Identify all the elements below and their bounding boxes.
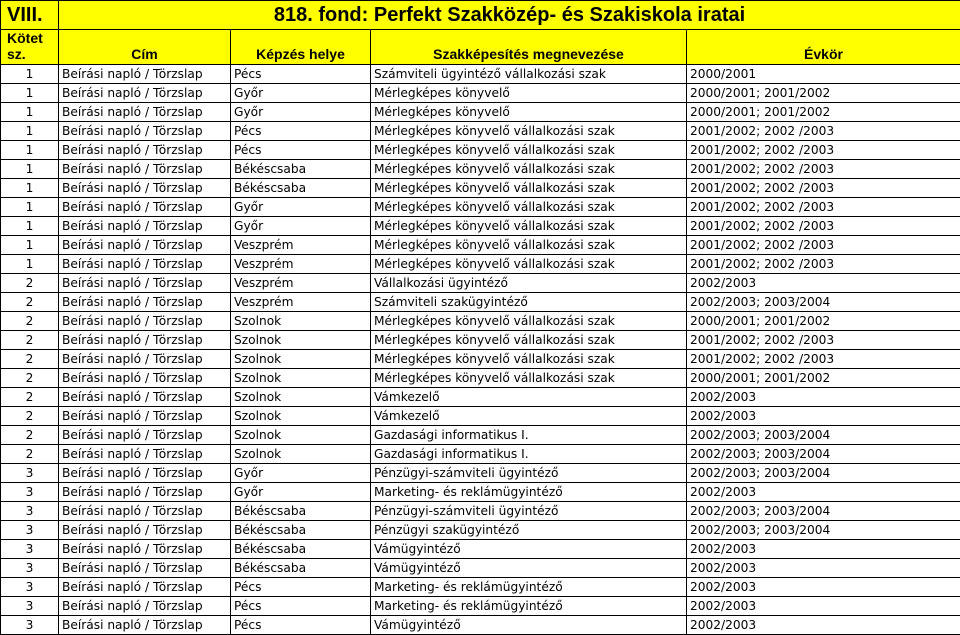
table-row: [1, 350, 960, 369]
cell-kepzes-helye[interactable]: Győr: [231, 103, 371, 122]
cell-szakkepesites[interactable]: Vámügyintéző: [371, 616, 687, 635]
table-row: [1, 103, 960, 122]
cell-cim[interactable]: Beírási napló / Törzslap: [59, 103, 231, 122]
cell-cim[interactable]: Beírási napló / Törzslap: [59, 502, 231, 521]
cell-kepzes-helye[interactable]: Győr: [231, 483, 371, 502]
cell-kepzes-helye[interactable]: Győr: [231, 464, 371, 483]
table-row: [1, 616, 960, 635]
cell-kepzes-helye[interactable]: Szolnok: [231, 369, 371, 388]
cell-szakkepesites[interactable]: Mérlegképes könyvelő: [371, 103, 687, 122]
cell-kotet[interactable]: 1: [1, 179, 59, 198]
column-header-row: [1, 30, 960, 65]
cell-kepzes-helye[interactable]: Pécs: [231, 597, 371, 616]
cell-cim[interactable]: Beírási napló / Törzslap: [59, 122, 231, 141]
cell-evkor[interactable]: 2001/2002; 2002 /2003: [687, 198, 960, 217]
cell-szakkepesites[interactable]: Marketing- és reklámügyintéző: [371, 578, 687, 597]
cell-kotet[interactable]: 1: [1, 217, 59, 236]
cell-cim[interactable]: Beírási napló / Törzslap: [59, 597, 231, 616]
cell-szakkepesites[interactable]: Mérlegképes könyvelő vállalkozási szak: [371, 141, 687, 160]
cell-evkor[interactable]: 2000/2001: [687, 65, 960, 84]
cell-szakkepesites[interactable]: Marketing- és reklámügyintéző: [371, 597, 687, 616]
cell-szakkepesites[interactable]: Gazdasági informatikus I.: [371, 445, 687, 464]
cell-cim[interactable]: Beírási napló / Törzslap: [59, 198, 231, 217]
table-row: [1, 426, 960, 445]
table-row: [1, 578, 960, 597]
table-row: [1, 293, 960, 312]
cell-kepzes-helye[interactable]: Veszprém: [231, 255, 371, 274]
volume-label[interactable]: VIII.: [1, 1, 59, 30]
cell-kepzes-helye[interactable]: Békéscsaba: [231, 559, 371, 578]
cell-kotet[interactable]: 2: [1, 369, 59, 388]
cell-evkor[interactable]: 2002/2003: [687, 616, 960, 635]
title-row: [1, 1, 960, 30]
cell-cim[interactable]: Beírási napló / Törzslap: [59, 312, 231, 331]
cell-cim[interactable]: Beírási napló / Törzslap: [59, 464, 231, 483]
cell-cim[interactable]: Beírási napló / Törzslap: [59, 521, 231, 540]
cell-szakkepesites[interactable]: Mérlegképes könyvelő vállalkozási szak: [371, 255, 687, 274]
cell-kotet[interactable]: 3: [1, 483, 59, 502]
cell-szakkepesites[interactable]: Számviteli szakügyintéző: [371, 293, 687, 312]
cell-cim[interactable]: Beírási napló / Törzslap: [59, 160, 231, 179]
table-row: [1, 65, 960, 84]
cell-kepzes-helye[interactable]: Szolnok: [231, 426, 371, 445]
cell-szakkepesites[interactable]: Vámkezelő: [371, 388, 687, 407]
cell-evkor[interactable]: 2001/2002; 2002 /2003: [687, 331, 960, 350]
cell-kotet[interactable]: 2: [1, 407, 59, 426]
cell-szakkepesites[interactable]: Mérlegképes könyvelő vállalkozási szak: [371, 198, 687, 217]
cell-szakkepesites[interactable]: Vámügyintéző: [371, 559, 687, 578]
cell-evkor[interactable]: 2002/2003; 2003/2004: [687, 464, 960, 483]
cell-cim[interactable]: Beírási napló / Törzslap: [59, 388, 231, 407]
table-row: [1, 312, 960, 331]
table-row: [1, 179, 960, 198]
cell-evkor[interactable]: 2002/2003: [687, 407, 960, 426]
cell-kepzes-helye[interactable]: Békéscsaba: [231, 160, 371, 179]
cell-evkor[interactable]: 2001/2002; 2002 /2003: [687, 179, 960, 198]
cell-kepzes-helye[interactable]: Szolnok: [231, 331, 371, 350]
cell-cim[interactable]: Beírási napló / Törzslap: [59, 179, 231, 198]
cell-kotet[interactable]: 2: [1, 274, 59, 293]
cell-kotet[interactable]: 1: [1, 103, 59, 122]
cell-kepzes-helye[interactable]: Békéscsaba: [231, 540, 371, 559]
cell-szakkepesites[interactable]: Számviteli ügyintéző vállalkozási szak: [371, 65, 687, 84]
cell-evkor[interactable]: 2002/2003: [687, 274, 960, 293]
cell-kepzes-helye[interactable]: Győr: [231, 217, 371, 236]
column-header-kotet[interactable]: Kötet sz.: [1, 30, 59, 65]
cell-evkor[interactable]: 2001/2002; 2002 /2003: [687, 350, 960, 369]
cell-kotet[interactable]: 2: [1, 350, 59, 369]
table-row: [1, 559, 960, 578]
table-row: [1, 236, 960, 255]
cell-evkor[interactable]: 2002/2003: [687, 388, 960, 407]
table-row: [1, 217, 960, 236]
cell-kepzes-helye[interactable]: Szolnok: [231, 312, 371, 331]
column-header-szakkepesites[interactable]: Szakképesítés megnevezése: [371, 30, 687, 65]
cell-evkor[interactable]: 2002/2003: [687, 483, 960, 502]
cell-kotet[interactable]: 1: [1, 122, 59, 141]
cell-kepzes-helye[interactable]: Szolnok: [231, 388, 371, 407]
cell-kepzes-helye[interactable]: Veszprém: [231, 236, 371, 255]
cell-cim[interactable]: Beírási napló / Törzslap: [59, 255, 231, 274]
cell-kepzes-helye[interactable]: Pécs: [231, 141, 371, 160]
cell-szakkepesites[interactable]: Vámügyintéző: [371, 540, 687, 559]
table-row: [1, 198, 960, 217]
column-header-evkor[interactable]: Évkör: [687, 30, 960, 65]
cell-cim[interactable]: Beírási napló / Törzslap: [59, 331, 231, 350]
cell-szakkepesites[interactable]: Pénzügyi-számviteli ügyintéző: [371, 502, 687, 521]
table-row: [1, 445, 960, 464]
cell-evkor[interactable]: 2000/2001; 2001/2002: [687, 103, 960, 122]
table-row: [1, 160, 960, 179]
cell-kotet[interactable]: 1: [1, 236, 59, 255]
cell-evkor[interactable]: 2002/2003; 2003/2004: [687, 293, 960, 312]
cell-kepzes-helye[interactable]: Pécs: [231, 616, 371, 635]
cell-szakkepesites[interactable]: Mérlegképes könyvelő vállalkozási szak: [371, 350, 687, 369]
cell-cim[interactable]: Beírási napló / Törzslap: [59, 293, 231, 312]
cell-kepzes-helye[interactable]: Győr: [231, 84, 371, 103]
cell-kotet[interactable]: 3: [1, 597, 59, 616]
table-row: [1, 540, 960, 559]
cell-kepzes-helye[interactable]: Szolnok: [231, 407, 371, 426]
cell-evkor[interactable]: 2002/2003; 2003/2004: [687, 521, 960, 540]
cell-kotet[interactable]: 2: [1, 293, 59, 312]
table-row: [1, 521, 960, 540]
cell-cim[interactable]: Beírási napló / Törzslap: [59, 578, 231, 597]
cell-evkor[interactable]: 2001/2002; 2002 /2003: [687, 217, 960, 236]
cell-cim[interactable]: Beírási napló / Törzslap: [59, 274, 231, 293]
cell-cim[interactable]: Beírási napló / Törzslap: [59, 407, 231, 426]
cell-cim[interactable]: Beírási napló / Törzslap: [59, 540, 231, 559]
sheet-title[interactable]: 818. fond: Perfekt Szakközép- és Szakiskola iratai: [59, 1, 960, 30]
cell-cim[interactable]: Beírási napló / Törzslap: [59, 350, 231, 369]
cell-cim[interactable]: Beírási napló / Törzslap: [59, 559, 231, 578]
table-row: [1, 407, 960, 426]
cell-evkor[interactable]: 2001/2002; 2002 /2003: [687, 122, 960, 141]
cell-cim[interactable]: Beírási napló / Törzslap: [59, 483, 231, 502]
cell-cim[interactable]: Beírási napló / Törzslap: [59, 369, 231, 388]
cell-kepzes-helye[interactable]: Pécs: [231, 65, 371, 84]
cell-evkor[interactable]: 2002/2003: [687, 559, 960, 578]
cell-kotet[interactable]: 2: [1, 445, 59, 464]
cell-kotet[interactable]: 2: [1, 388, 59, 407]
cell-szakkepesites[interactable]: Mérlegképes könyvelő vállalkozási szak: [371, 217, 687, 236]
cell-kotet[interactable]: 1: [1, 141, 59, 160]
cell-cim[interactable]: Beírási napló / Törzslap: [59, 84, 231, 103]
cell-evkor[interactable]: 2000/2001; 2001/2002: [687, 84, 960, 103]
table-row: [1, 331, 960, 350]
cell-kepzes-helye[interactable]: Veszprém: [231, 274, 371, 293]
cell-kepzes-helye[interactable]: Veszprém: [231, 293, 371, 312]
cell-evkor[interactable]: 2001/2002; 2002 /2003: [687, 255, 960, 274]
cell-kotet[interactable]: 1: [1, 160, 59, 179]
cell-kepzes-helye[interactable]: Győr: [231, 198, 371, 217]
cell-evkor[interactable]: 2001/2002; 2002 /2003: [687, 236, 960, 255]
cell-szakkepesites[interactable]: Marketing- és reklámügyintéző: [371, 483, 687, 502]
cell-kepzes-helye[interactable]: Békéscsaba: [231, 521, 371, 540]
cell-cim[interactable]: Beírási napló / Törzslap: [59, 65, 231, 84]
cell-cim[interactable]: Beírási napló / Törzslap: [59, 141, 231, 160]
cell-kepzes-helye[interactable]: Békéscsaba: [231, 179, 371, 198]
cell-szakkepesites[interactable]: Mérlegképes könyvelő vállalkozási szak: [371, 331, 687, 350]
table-row: [1, 122, 960, 141]
cell-evkor[interactable]: 2001/2002; 2002 /2003: [687, 141, 960, 160]
cell-kotet[interactable]: 1: [1, 255, 59, 274]
cell-cim[interactable]: Beírási napló / Törzslap: [59, 445, 231, 464]
cell-kotet[interactable]: 1: [1, 198, 59, 217]
table-row: [1, 388, 960, 407]
cell-cim[interactable]: Beírási napló / Törzslap: [59, 616, 231, 635]
cell-kotet[interactable]: 3: [1, 559, 59, 578]
cell-kepzes-helye[interactable]: Pécs: [231, 578, 371, 597]
cell-kotet[interactable]: 2: [1, 331, 59, 350]
cell-cim[interactable]: Beírási napló / Törzslap: [59, 236, 231, 255]
cell-szakkepesites[interactable]: Mérlegképes könyvelő vállalkozási szak: [371, 312, 687, 331]
cell-evkor[interactable]: 2002/2003: [687, 578, 960, 597]
cell-kotet[interactable]: 3: [1, 578, 59, 597]
cell-kotet[interactable]: 1: [1, 84, 59, 103]
cell-kotet[interactable]: 2: [1, 312, 59, 331]
cell-szakkepesites[interactable]: Mérlegképes könyvelő vállalkozási szak: [371, 160, 687, 179]
cell-evkor[interactable]: 2002/2003; 2003/2004: [687, 445, 960, 464]
table-row: [1, 483, 960, 502]
cell-kepzes-helye[interactable]: Békéscsaba: [231, 502, 371, 521]
cell-evkor[interactable]: 2002/2003: [687, 540, 960, 559]
cell-szakkepesites[interactable]: Vállalkozási ügyintéző: [371, 274, 687, 293]
cell-kepzes-helye[interactable]: Szolnok: [231, 350, 371, 369]
cell-evkor[interactable]: 2002/2003; 2003/2004: [687, 502, 960, 521]
cell-szakkepesites[interactable]: Gazdasági informatikus I.: [371, 426, 687, 445]
cell-kepzes-helye[interactable]: Pécs: [231, 122, 371, 141]
cell-kotet[interactable]: 1: [1, 65, 59, 84]
cell-cim[interactable]: Beírási napló / Törzslap: [59, 217, 231, 236]
cell-szakkepesites[interactable]: Mérlegképes könyvelő vállalkozási szak: [371, 179, 687, 198]
cell-kotet[interactable]: 2: [1, 426, 59, 445]
table-row: [1, 502, 960, 521]
cell-szakkepesites[interactable]: Vámkezelő: [371, 407, 687, 426]
column-header-kepzes-helye[interactable]: Képzés helye: [231, 30, 371, 65]
table-row: [1, 274, 960, 293]
cell-evkor[interactable]: 2002/2003; 2003/2004: [687, 426, 960, 445]
cell-evkor[interactable]: 2002/2003: [687, 597, 960, 616]
cell-szakkepesites[interactable]: Mérlegképes könyvelő vállalkozási szak: [371, 236, 687, 255]
table-row: [1, 84, 960, 103]
table-row: [1, 597, 960, 616]
column-header-cim[interactable]: Cím: [59, 30, 231, 65]
cell-szakkepesites[interactable]: Mérlegképes könyvelő: [371, 84, 687, 103]
cell-kepzes-helye[interactable]: Szolnok: [231, 445, 371, 464]
cell-kotet[interactable]: 3: [1, 616, 59, 635]
cell-evkor[interactable]: 2001/2002; 2002 /2003: [687, 160, 960, 179]
table-row: [1, 255, 960, 274]
cell-kotet[interactable]: 3: [1, 540, 59, 559]
table-row: [1, 464, 960, 483]
table-row: [1, 369, 960, 388]
cell-szakkepesites[interactable]: Mérlegképes könyvelő vállalkozási szak: [371, 122, 687, 141]
cell-kotet[interactable]: 3: [1, 464, 59, 483]
cell-szakkepesites[interactable]: Pénzügyi-számviteli ügyintéző: [371, 464, 687, 483]
cell-cim[interactable]: Beírási napló / Törzslap: [59, 426, 231, 445]
cell-szakkepesites[interactable]: Pénzügyi szakügyintéző: [371, 521, 687, 540]
cell-kotet[interactable]: 3: [1, 521, 59, 540]
cell-kotet[interactable]: 3: [1, 502, 59, 521]
cell-evkor[interactable]: 2000/2001; 2001/2002: [687, 312, 960, 331]
cell-szakkepesites[interactable]: Mérlegképes könyvelő vállalkozási szak: [371, 369, 687, 388]
cell-evkor[interactable]: 2000/2001; 2001/2002: [687, 369, 960, 388]
table-row: [1, 141, 960, 160]
